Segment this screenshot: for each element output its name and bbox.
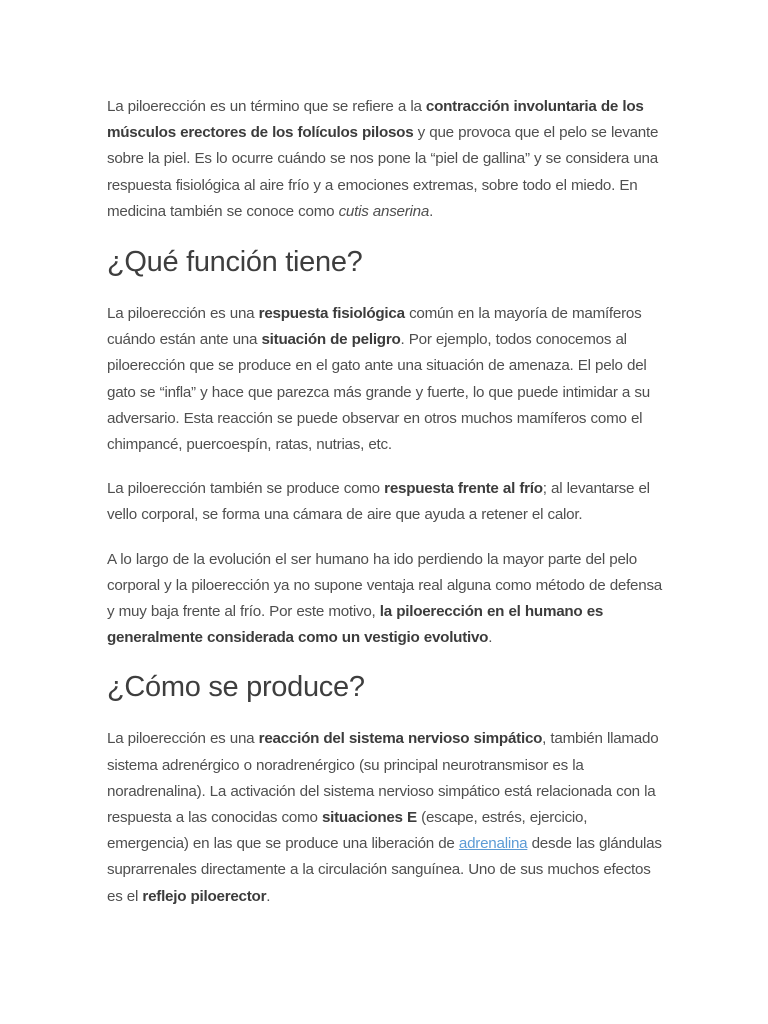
- section-heading-function: ¿Qué función tiene?: [107, 246, 363, 279]
- text-run: y que provoca que el pelo se levante sobre la piel. Es lo ocurre cuándo se nos pone la “piel de gallina” y se considera una respuesta fisiológica al aire frío y a emociones extremas, sobre todo el miedo. En medicina también se conoce como: [107, 124, 659, 220]
- text-run: , también llamado sistema adrenérgico o noradrenérgico (su principal neurotransmisor es la noradrenalina). La activación del sistema nervioso simpático está relacionada con la respuesta a las conocidas como: [107, 730, 659, 827]
- text-run: La piloerección es una: [107, 305, 259, 323]
- function-paragraph: [107, 301, 667, 458]
- section-heading-mechanism: ¿Cómo se produce?: [107, 671, 365, 704]
- bold-text: contracción involuntaria de los músculos erectores de los folículos pilosos: [107, 98, 644, 142]
- bold-text: respuesta frente al frío: [384, 480, 543, 498]
- text-run: común en la mayoría de mamíferos cuándo están ante una: [107, 305, 642, 349]
- text-run: .: [429, 202, 434, 220]
- mechanism-paragraph: [107, 726, 667, 909]
- bold-text: reflejo piloerector: [142, 887, 267, 905]
- text-run: .: [266, 887, 271, 905]
- bold-text: la piloerección en el humano es generalmente considerada como un vestigio evolutivo: [107, 603, 604, 647]
- bold-text: situaciones E: [321, 809, 417, 827]
- text-run: . Por ejemplo, todos conocemos al piloerección que se produce en el gato ante una situación de amenaza. El pelo del gato se “infla” y hace que parezca más grande y fuerte, lo que puede intimidar a su adversario. Esta reacción se puede observar en otros muchos mamíferos como el chimpancé, puercoespín, ratas, nutrias, etc.: [107, 331, 650, 454]
- text-run: La piloerección es una: [107, 730, 259, 748]
- bold-text: reacción del sistema nervioso simpático: [258, 730, 543, 748]
- cold-response-paragraph: [107, 476, 667, 528]
- text-run: ; al levantarse el vello corporal, se forma una cámara de aire que ayuda a retener el calor.: [107, 480, 650, 524]
- bold-text: situación de peligro: [261, 331, 401, 349]
- text-run: desde las glándulas suprarrenales directamente a la circulación sanguínea. Uno de sus muchos efectos es el: [107, 835, 662, 905]
- text-run: A lo largo de la evolución el ser humano ha ido perdiendo la mayor parte del pelo corporal y la piloerección ya no supone ventaja real alguna como método de defensa y muy baja frente al frío. Por este motivo,: [107, 550, 662, 621]
- text-run: (escape, estrés, ejercicio, emergencia) en las que se produce una liberación de: [107, 809, 588, 853]
- adrenalina-link[interactable]: adrenalina: [458, 835, 528, 853]
- text-run: La piloerección también se produce como: [107, 480, 385, 498]
- text-run: La piloerección es un término que se refiere a la: [107, 98, 426, 115]
- article-body: [107, 94, 667, 910]
- italic-term: cutis anserina: [338, 202, 430, 220]
- bold-text: respuesta fisiológica: [258, 305, 405, 323]
- text-run: .: [488, 629, 493, 647]
- intro-paragraph: [107, 94, 667, 225]
- evolution-paragraph: [107, 547, 667, 652]
